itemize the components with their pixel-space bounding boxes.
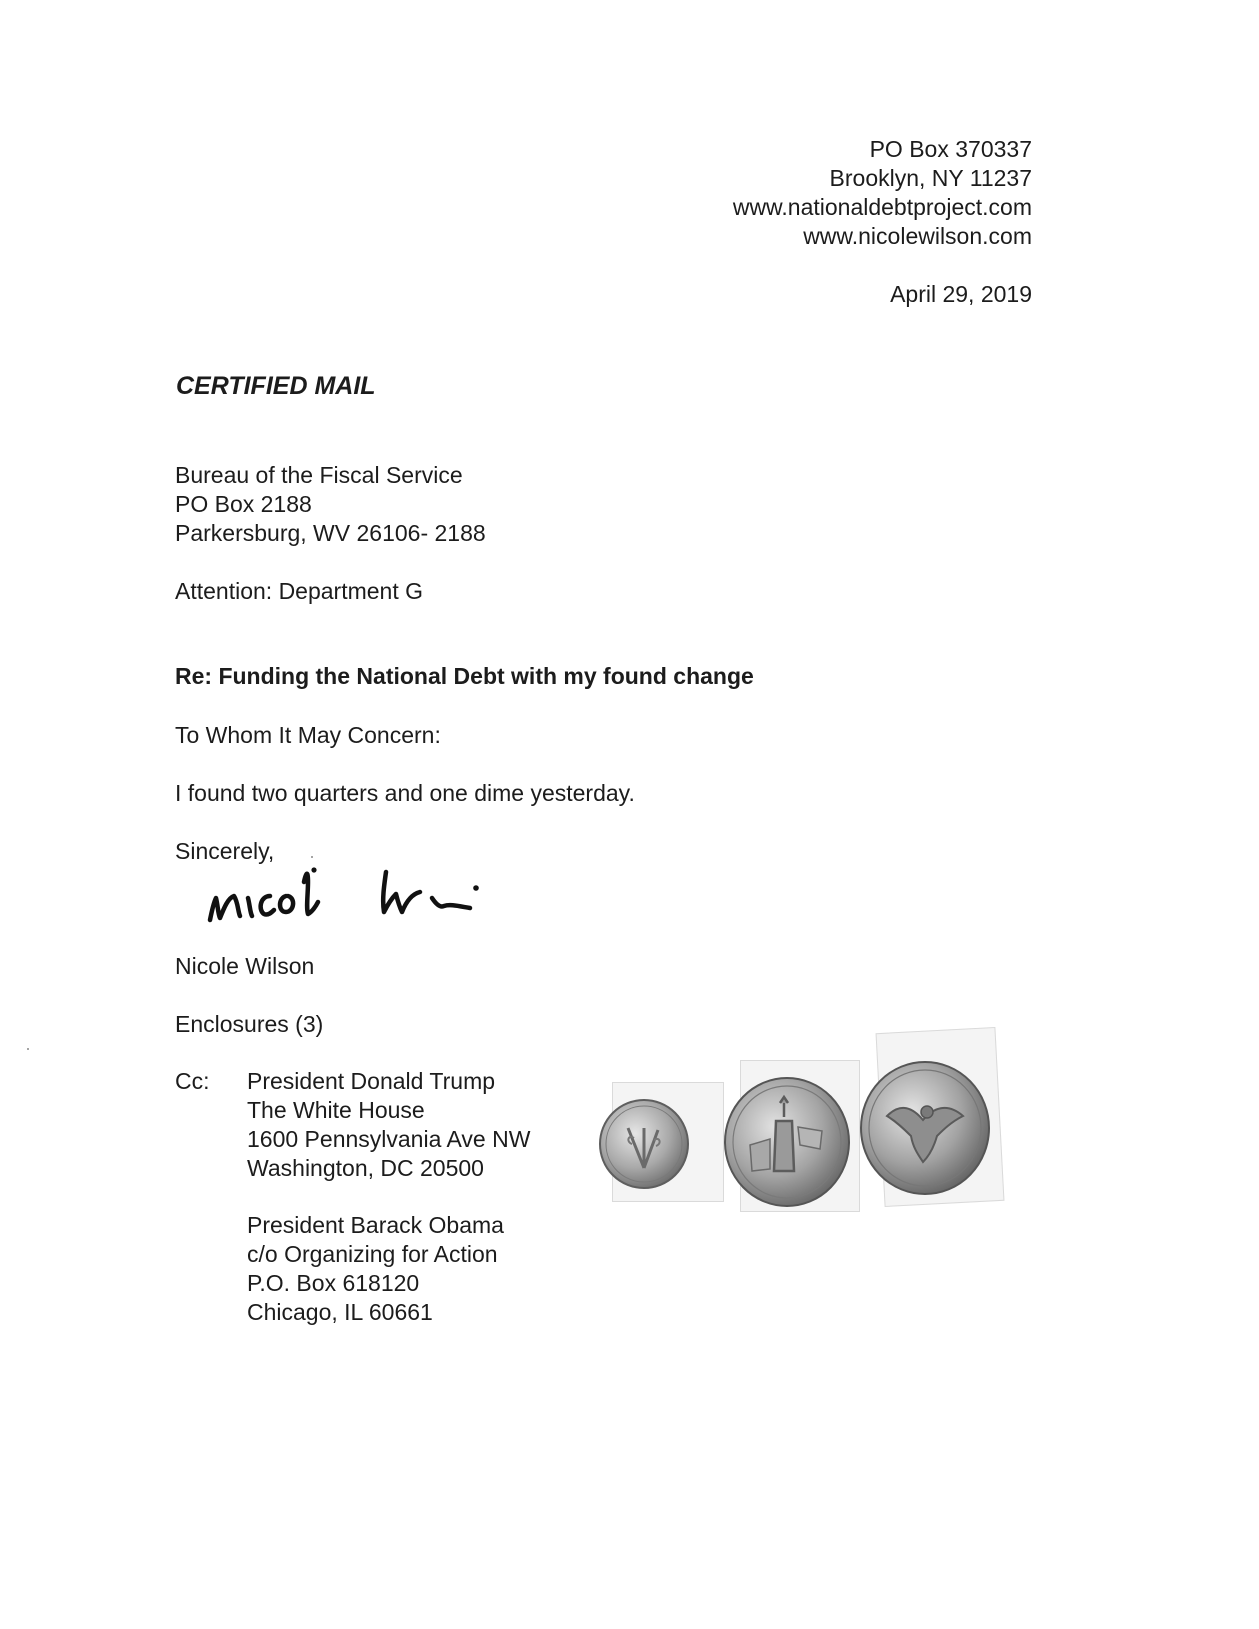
- cc-1-line-2: The White House: [247, 1097, 425, 1123]
- recipient-name: Bureau of the Fiscal Service: [175, 462, 463, 488]
- recipient-address-line1: PO Box 2188: [175, 491, 312, 517]
- enclosures-note: Enclosures (3): [175, 1011, 324, 1037]
- cc-label: Cc:: [175, 1068, 210, 1094]
- scan-speck: [27, 1048, 29, 1050]
- sender-address-line1: PO Box 370337: [869, 136, 1032, 162]
- closing: Sincerely,: [175, 838, 275, 864]
- sender-website-2: www.nicolewilson.com: [803, 223, 1032, 249]
- subject-line: Re: Funding the National Debt with my found change: [175, 663, 754, 689]
- recipient-address-line2: Parkersburg, WV 26106- 2188: [175, 520, 486, 546]
- handwritten-signature: [200, 862, 500, 952]
- cc-2-line-4: Chicago, IL 60661: [247, 1299, 433, 1325]
- cc-2-line-3: P.O. Box 618120: [247, 1270, 420, 1296]
- recipient-attention: Attention: Department G: [175, 578, 424, 604]
- delivery-method: CERTIFIED MAIL: [176, 372, 376, 400]
- scan-speck: [311, 856, 313, 858]
- letter-date: April 29, 2019: [890, 281, 1032, 307]
- dime-coin: [598, 1098, 690, 1190]
- body-text: I found two quarters and one dime yesterday.: [175, 780, 635, 806]
- salutation: To Whom It May Concern:: [175, 722, 441, 748]
- cc-1-line-4: Washington, DC 20500: [247, 1155, 484, 1181]
- signer-name: Nicole Wilson: [175, 953, 315, 979]
- cc-1-line-1: President Donald Trump: [247, 1068, 496, 1094]
- cc-2-line-1: President Barack Obama: [247, 1212, 504, 1238]
- sender-address-line2: Brooklyn, NY 11237: [829, 165, 1032, 191]
- cc-2-line-2: c/o Organizing for Action: [247, 1241, 498, 1267]
- new-york-quarter-coin: [722, 1075, 852, 1210]
- eagle-quarter-coin: [857, 1058, 993, 1198]
- sender-website-1: www.nationaldebtproject.com: [732, 194, 1032, 220]
- cc-1-line-3: 1600 Pennsylvania Ave NW: [247, 1126, 531, 1152]
